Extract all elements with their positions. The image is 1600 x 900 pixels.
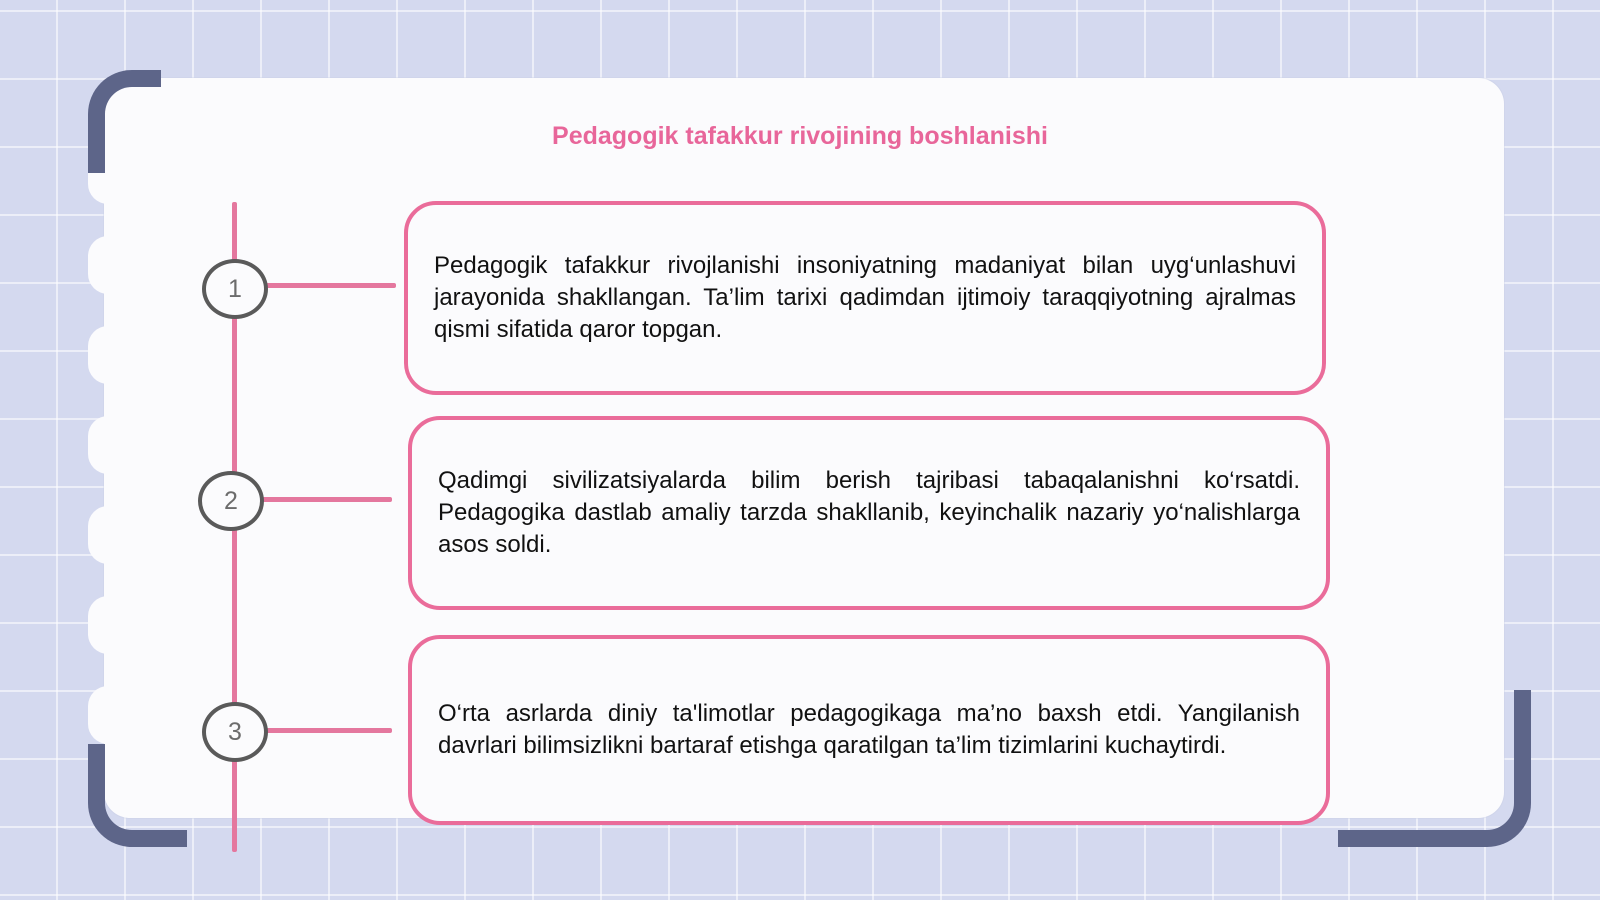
step-text: Qadimgi sivilizatsiyalarda bilim berish tajribasi tabaqalanishni ko‘rsatdi. Pedagogika dastlab amaliy tarzda shakllanib, keyinchalik nazariy yo‘nalishlarga asos soldi. <box>438 467 1300 558</box>
corner-bracket-bottom-right <box>1338 690 1531 847</box>
corner-bracket-bottom-left <box>88 744 187 847</box>
slide-title: Pedagogik tafakkur rivojining boshlanishi <box>552 122 1048 150</box>
card-notch <box>88 236 128 294</box>
step-text: O‘rta asrlarda diniy ta'limotlar pedagogikaga ma’no baxsh etdi. Yangilanish davrlari bilimsizlikni bartaraf etishga qaratilgan ta’lim tizimlarini kuchaytirdi. <box>438 700 1300 759</box>
step-card <box>408 416 1330 610</box>
timeline-connector <box>266 728 392 733</box>
step-number-circle: 3 <box>202 702 268 762</box>
step-number-circle: 2 <box>198 471 264 531</box>
card-notch <box>88 326 128 384</box>
step-text: Pedagogik tafakkur rivojlanishi insoniyatning madaniyat bilan uyg‘unlashuvi jarayonida shakllangan. Ta’lim tarixi qadimdan ijtimoiy taraqqiyotning ajralmas qismi sifatida qaror topgan. <box>434 252 1296 343</box>
card-notch <box>88 416 128 474</box>
step-card <box>404 201 1326 395</box>
card-notch <box>88 686 128 744</box>
timeline-connector <box>262 497 392 502</box>
step-card <box>408 635 1330 825</box>
step-number-circle: 1 <box>202 259 268 319</box>
timeline-connector <box>266 283 396 288</box>
card-notch <box>88 506 128 564</box>
card-notch <box>88 596 128 654</box>
corner-bracket-top-left <box>88 70 161 173</box>
